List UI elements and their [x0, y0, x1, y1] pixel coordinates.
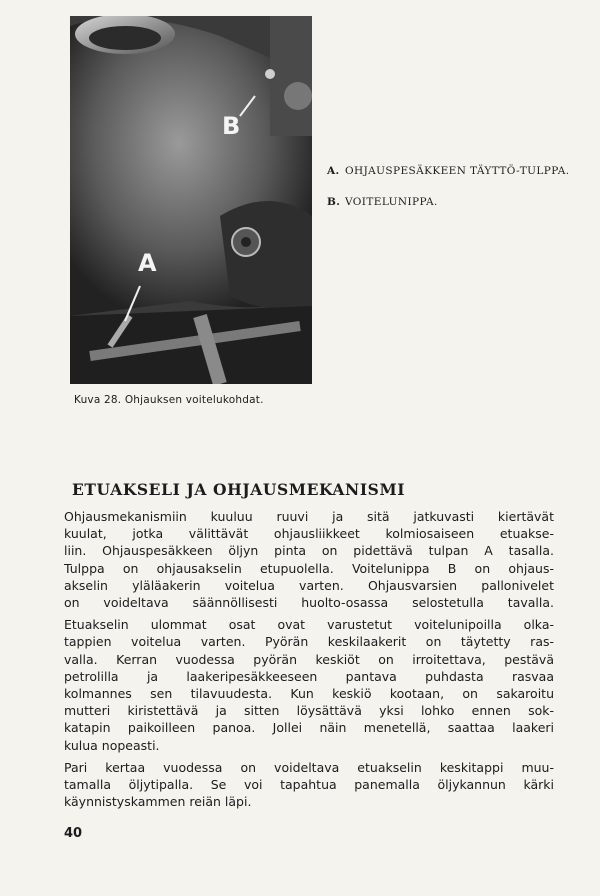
paragraph: [64, 508, 554, 611]
paragraph: [64, 616, 554, 754]
steering-mechanism-photo: [70, 16, 312, 384]
text-line: tappien voitelua varten. Pyörän keskilaakerit on täytetty ras-: [64, 634, 554, 650]
text-line: kolmannes sen tilavuudesta. Kun keskiö kootaan, on sakaroitu: [64, 686, 554, 702]
text-line: mutteri kiristettävä ja sitten löysättävä yksi lohko ennen sok-: [64, 703, 554, 719]
text-line: Ohjausmekanismiin kuuluu ruuvi ja sitä jatkuvasti kiertävät: [64, 509, 554, 524]
text-line: tamalla öljytipalla. Se voi tapahtua panemalla öljykannun kärki: [64, 777, 554, 793]
legend-key: B.: [327, 196, 341, 208]
section-heading: ETUAKSELI JA OHJAUSMEKANISMI: [72, 480, 406, 499]
figure-legend: [327, 164, 577, 226]
text-line: katapin paikoilleen panoa. Jollei näin menetellä, saattaa laakeri: [64, 720, 554, 736]
label-a: A: [138, 249, 157, 277]
text-line: liin. Ohjauspesäkkeen öljyn pinta on pidettävä tulpan A tasalla.: [64, 543, 554, 559]
paragraph: [64, 759, 554, 811]
text-line: valla. Kerran vuodessa pyörän keskiöt on irroitettava, pestävä: [64, 651, 554, 667]
text-line: kulua nopeasti.: [64, 737, 160, 753]
legend-key: A.: [327, 165, 340, 177]
text-line: on voideltava säännöllisesti huolto-osassa selostetulla tavalla.: [64, 595, 554, 611]
figure-photo: [70, 16, 312, 384]
legend-text: OHJAUSPESÄKKEEN TÄYTTÖ-TULPPA.: [345, 165, 570, 177]
legend-item-b: [327, 195, 577, 210]
text-line: kuulat, jotka välittävät ohjausliikkeet kolmiosaiseen etuakse-: [64, 526, 554, 542]
text-line: Tulppa on ohjausakselin etupuolella. Voitelunippa B on ohjaus-: [64, 560, 554, 576]
page-number: 40: [64, 826, 83, 841]
text-line: käynnistyskammen reiän läpi.: [64, 794, 252, 810]
legend-text: VOITELUNIPPA.: [345, 196, 438, 208]
legend-item-a: [327, 164, 577, 179]
label-b: B: [222, 112, 241, 140]
text-line: akselin yläläakerin voitelua varten. Ohjausvarsien pallonivelet: [64, 577, 554, 593]
text-line: petrolilla ja laakeripesäkkeeseen pantava puhdasta rasvaa: [64, 668, 554, 684]
text-line: Pari kertaa vuodessa on voideltava etuakselin keskitappi muu-: [64, 759, 554, 775]
text-line: Etuakselin ulommat osat ovat varustetut voitelunipoilla olka-: [64, 617, 554, 633]
figure-caption: Kuva 28. Ohjauksen voitelukohdat.: [74, 394, 264, 406]
body-text: [64, 508, 554, 815]
